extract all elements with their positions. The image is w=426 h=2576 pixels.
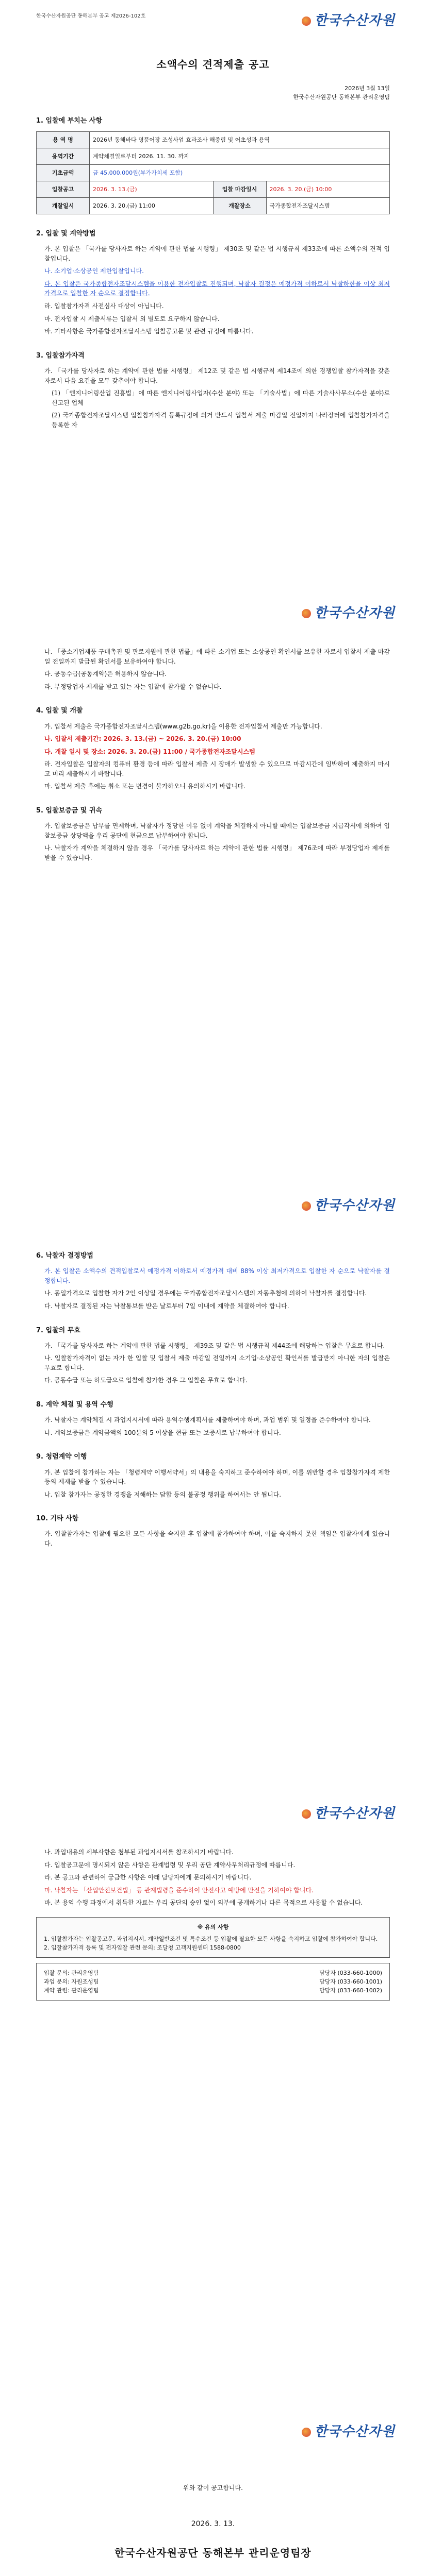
section-title: 5. 입찰보증금 및 귀속 xyxy=(36,807,103,815)
paragraph: (1) 「엔지니어링산업 진흥법」에 따른 엔지니어링사업자(수산 분야) 또는 「기술사법」에 따른 기술사사무소(수산 분야)로 신고된 업체 xyxy=(52,389,390,406)
paragraph: 다. 입찰공고문에 명시되지 않은 사항은 관계법령 및 우리 공단 계약사무처리규정에 따릅니다. xyxy=(44,1861,296,1869)
paragraph: 마. 전자입찰 시 제출서류는 입찰서 외 별도로 요구하지 않습니다. xyxy=(44,315,220,323)
paragraph: 바. 본 용역 수행 과정에서 취득한 자료는 우리 공단의 승인 없이 외부에 공개하거나 다른 목적으로 사용할 수 없습니다. xyxy=(44,1899,363,1907)
paragraph: 라. 전자입찰은 입찰자의 컴퓨터 환경 등에 따라 입찰서 제출 시 장애가 발생할 수 있으므로 마감시간에 임박하여 제출하지 마시고 미리 제출하시기 바랍니다. xyxy=(44,760,390,777)
paragraph: 나. 입찰참가자격이 없는 자가 한 입찰 및 입찰서 제출 마감일 전일까지 소기업·소상공인 확인서를 발급받지 아니한 자의 입찰은 무효로 합니다. xyxy=(44,1354,390,1371)
table-value: 2026. 3. 20.(금) 11:00 xyxy=(90,197,214,214)
table-label: 입찰공고 xyxy=(37,181,90,197)
paragraph: 다. 공동수급 또는 하도급으로 입찰에 참가한 경우 그 입찰은 무효로 합니다. xyxy=(44,1377,248,1384)
paragraph: 마. 입찰서 제출 후에는 취소 또는 변경이 불가하오니 유의하시기 바랍니다. xyxy=(44,783,245,790)
contact-name: 담당자 (033-660-1001) xyxy=(319,1978,382,1986)
table-value: 2026. 3. 13.(금) xyxy=(90,181,214,197)
paragraph: 나. 입찰서 제출기간: 2026. 3. 13.(금) ~ 2026. 3. 20.(금) 10:00 xyxy=(44,735,241,743)
paragraph: 라. 입찰참가자격 사전심사 대상이 아닙니다. xyxy=(44,302,164,310)
contact-role: 입찰 문의: 관리운영팀 xyxy=(44,1970,99,1977)
info-table xyxy=(36,131,390,214)
paragraph: 다. 개찰 일시 및 장소: 2026. 3. 20.(금) 11:00 / 국가종합전자조달시스템 xyxy=(44,748,255,755)
paragraph: 가. 본 입찰에 참가하는 자는 「청렴계약 이행서약서」의 내용을 숙지하고 준수하여야 하며, 이를 위반할 경우 입찰참가자격 제한 등의 제재를 받을 수 있습니다. xyxy=(44,1468,390,1486)
closing-date: 2026. 3. 13. xyxy=(191,2519,235,2528)
paragraph: 나. 「중소기업제품 구매촉진 및 판로지원에 관한 법률」에 따른 소기업 또는 소상공인 확인서를 보유한 자로서 입찰서 제출 마감일 전일까지 발급된 확인서를 보유하여야 합니다. xyxy=(44,648,390,665)
paragraph: 가. 본 입찰은 「국가를 당사자로 하는 계약에 관한 법률 시행령」 제30조 및 같은 법 시행규칙 제33조에 따른 소액수의 견적 입찰입니다. xyxy=(44,245,390,262)
page-1 xyxy=(0,0,426,587)
section-title: 1. 입찰에 부치는 사항 xyxy=(36,116,103,125)
page-title: 소액수의 견적제출 공고 xyxy=(156,58,270,71)
table-label: 개찰장소 xyxy=(213,197,266,214)
header-line: 한국수산자원공단 동해본부 공고 제2026-102호 xyxy=(36,13,146,19)
paragraph: 나. 소기업·소상공인 제한입찰입니다. xyxy=(44,267,144,275)
table-row xyxy=(37,164,390,181)
paragraph: 가. 입찰참가자는 입찰에 필요한 모든 사항을 숙지한 후 입찰에 참가하여야 하며, 이를 숙지하지 못한 책임은 입찰자에게 있습니다. xyxy=(44,1530,390,1548)
paragraph: 바. 기타사항은 국가종합전자조달시스템 입찰공고문 및 관련 규정에 따릅니다. xyxy=(44,328,254,335)
paragraph: (2) 국가종합전자조달시스템 입찰참가자격 등록규정에 의거 반드시 입찰서 제출 마감일 전일까지 나라장터에 입찰참가자격을 등록한 자 xyxy=(52,412,390,429)
paragraph: 나. 계약보증금은 계약금액의 100분의 5 이상을 현금 또는 보증서로 납부하여야 합니다. xyxy=(44,1429,281,1436)
paragraph: 가. 「국가를 당사자로 하는 계약에 관한 법률 시행령」 제12조 및 같은 법 시행규칙 제14조에 의한 경쟁입찰 참가자격을 갖춘 자로서 다음 요건을 모두 갖추어야 합니다. xyxy=(44,367,390,384)
notice-box xyxy=(36,1917,390,1958)
contact-row xyxy=(44,1969,382,1977)
logo: 한국수산자원 xyxy=(302,603,395,623)
table-label: 기초금액 xyxy=(37,164,90,181)
page-2 xyxy=(0,587,426,1180)
contact-name: 담당자 (033-660-1000) xyxy=(319,1970,382,1977)
paragraph: 나. 입찰 참가자는 공정한 경쟁을 저해하는 담합 등의 불공정 행위를 하여서는 안 됩니다. xyxy=(44,1490,282,1498)
contact-row xyxy=(44,1977,382,1986)
logo: 한국수산자원 xyxy=(302,1803,395,1824)
page-4 xyxy=(0,1788,426,2406)
table-label: 용 역 명 xyxy=(37,131,90,148)
paragraph: 가. 입찰보증금은 납부를 면제하며, 낙찰자가 정당한 이유 없이 계약을 체결하지 아니할 때에는 입찰보증금 지급각서에 의하여 입찰보증금 상당액을 우리 공단에 현금으로 납부하여야 합니다. xyxy=(44,822,390,839)
paragraph: 가. 입찰서 제출은 국가종합전자조달시스템(www.g2b.go.kr)을 이용한 전자입찰서 제출만 가능합니다. xyxy=(44,722,322,730)
table-row xyxy=(37,148,390,164)
section-title: 6. 낙찰자 결정방법 xyxy=(36,1252,93,1260)
paragraph: 나. 동일가격으로 입찰한 자가 2인 이상일 경우에는 국가종합전자조달시스템의 자동추첨에 의하여 낙찰자를 결정합니다. xyxy=(44,1290,367,1297)
table-value: 국가종합전자조달시스템 xyxy=(266,197,390,214)
table-value: 2026년 동해바다 명품어장 조성사업 효과조사 해중림 및 어초성과 용역 xyxy=(90,131,390,148)
table-row xyxy=(37,181,390,197)
paragraph: 나. 과업내용의 세부사항은 첨부된 과업지시서를 참조하시기 바랍니다. xyxy=(44,1849,234,1856)
table-value: 금 45,000,000원(부가가치세 포함) xyxy=(90,164,390,181)
paragraph: 나. 낙찰자가 계약을 체결하지 않을 경우 「국가를 당사자로 하는 계약에 관한 법률 시행령」 제76조에 따라 부정당업자 제재를 받을 수 있습니다. xyxy=(44,844,390,861)
paragraph: 라. 부정당업자 제재를 받고 있는 자는 입찰에 참가할 수 없습니다. xyxy=(44,683,222,690)
notice-line: 1. 입찰참가자는 입찰공고문, 과업지시서, 계약일반조건 및 특수조건 등 입찰에 필요한 모든 사항을 숙지하고 입찰에 참가하여야 합니다. xyxy=(44,1936,378,1943)
paragraph: 가. 낙찰자는 계약체결 시 과업지시서에 따라 용역수행계획서를 제출하여야 하며, 과업 범위 및 일정을 준수하여야 합니다. xyxy=(44,1416,371,1424)
section-title: 3. 입찰참가자격 xyxy=(36,351,85,360)
section-title: 4. 입찰 및 개찰 xyxy=(36,707,83,715)
contact-role: 계약 관련: 관리운영팀 xyxy=(44,1987,99,1994)
paragraph: 다. 공동수급(공동계약)은 허용하지 않습니다. xyxy=(44,670,167,678)
closing-text: 위와 같이 공고합니다. xyxy=(183,2484,243,2492)
contact-name: 담당자 (033-660-1002) xyxy=(319,1987,382,1994)
paragraph: 라. 본 공고와 관련하여 궁금한 사항은 아래 담당자에게 문의하시기 바랍니다. xyxy=(44,1874,252,1882)
logo: 한국수산자원 xyxy=(302,10,395,31)
section-title: 10. 기타 사항 xyxy=(36,1515,79,1523)
page-3 xyxy=(0,1180,426,1788)
contact-row xyxy=(44,1986,382,1995)
table-label: 입찰 마감일시 xyxy=(213,181,266,197)
paragraph: 다. 본 입찰은 국가종합전자조달시스템을 이용한 전자입찰로 진행되며, 낙찰자 결정은 예정가격 이하로서 낙찰하한율 이상 최저가격으로 입찰한 자 순으로 결정합니다. xyxy=(44,280,390,297)
page-5 xyxy=(0,2406,426,2576)
logo: 한국수산자원 xyxy=(302,2421,395,2442)
paragraph: 가. 본 입찰은 소액수의 견적입찰로서 예정가격 이하로서 예정가격 대비 88% 이상 최저가격으로 입찰한 자 순으로 낙찰자를 결정합니다. xyxy=(44,1267,390,1284)
contact-role: 과업 문의: 자원조성팀 xyxy=(44,1978,99,1986)
logo: 한국수산자원 xyxy=(302,1195,395,1216)
notice-title: ※ 유의 사항 xyxy=(197,1923,229,1930)
paragraph: 마. 낙찰자는 「산업안전보건법」 등 관계법령을 준수하여 안전사고 예방에 만전을 기하여야 합니다. xyxy=(44,1886,314,1894)
announce-org: 한국수산자원공단 동해본부 관리운영팀 xyxy=(293,93,390,100)
notice-line: 2. 입찰참가자격 등록 및 전자입찰 관련 문의: 조달청 고객지원센터 1588-0800 xyxy=(44,1944,241,1952)
table-value: 2026. 3. 20.(금) 10:00 xyxy=(266,181,390,197)
contact-box xyxy=(36,1963,390,2001)
closing-org: 한국수산자원공단 동해본부 관리운영팀장 xyxy=(114,2547,312,2560)
table-row xyxy=(37,131,390,148)
paragraph: 다. 낙찰자로 결정된 자는 낙찰통보를 받은 날로부터 7일 이내에 계약을 체결하여야 합니다. xyxy=(44,1302,289,1310)
section-title: 8. 계약 체결 및 용역 수행 xyxy=(36,1401,113,1409)
section-title: 7. 입찰의 무효 xyxy=(36,1326,80,1334)
table-value: 계약체결일로부터 2026. 11. 30. 까지 xyxy=(90,148,390,164)
table-label: 개찰일시 xyxy=(37,197,90,214)
table-row xyxy=(37,197,390,214)
table-label: 용역기간 xyxy=(37,148,90,164)
section-title: 2. 입찰 및 계약방법 xyxy=(36,229,96,238)
announce-date: 2026년 3월 13일 xyxy=(345,84,390,92)
paragraph: 가. 「국가를 당사자로 하는 계약에 관한 법률 시행령」 제39조 및 같은 법 시행규칙 제44조에 해당하는 입찰은 무효로 합니다. xyxy=(44,1342,385,1349)
section-title: 9. 청렴계약 이행 xyxy=(36,1453,87,1461)
